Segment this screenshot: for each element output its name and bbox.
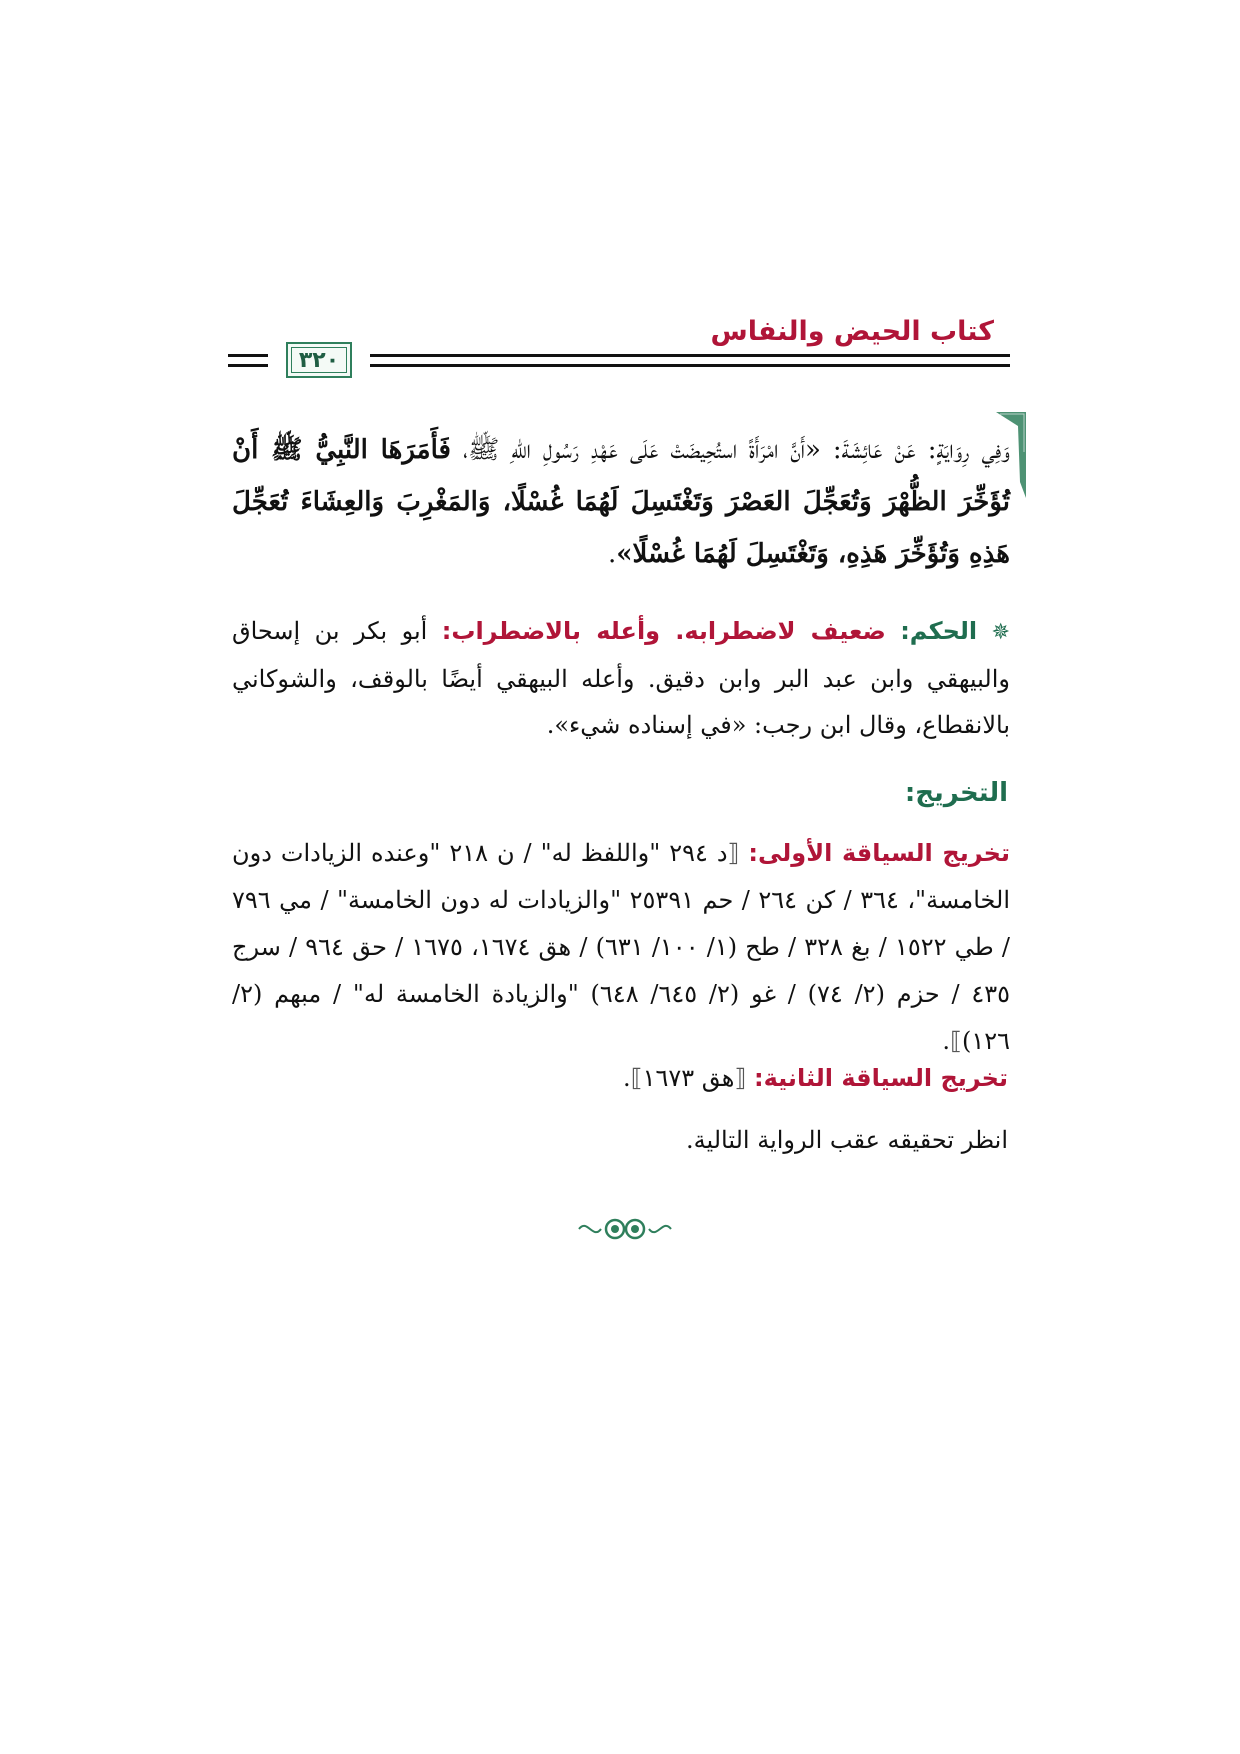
takhrij-second-label: تخريج السياقة الثانية: (753, 1064, 1008, 1092)
book-title: كتاب الحيض والنفاس (710, 316, 994, 347)
header-rule (370, 364, 1010, 367)
close-bracket-icon: ⟧ (950, 1027, 962, 1055)
hadith-end: . (608, 539, 617, 569)
takhrij-heading: التخريج: (904, 778, 1008, 808)
takhrij-second-text: هق ١٦٧٣ (642, 1064, 735, 1092)
page-number: ٣٢٠ (298, 347, 340, 373)
page-number-badge (286, 342, 352, 378)
takhrij-second: تخريج السياقة الثانية: ⟦هق ١٦٧٣⟧. (623, 1064, 1008, 1092)
open-bracket-icon: ⟦ (734, 1064, 747, 1092)
section-divider-icon (575, 1214, 675, 1244)
header-rule (370, 354, 1010, 357)
hadith-body: فَأَمَرَهَا النَّبِيُّ ﷺ أَنْ تُؤَخِّرَ الظُّهْرَ وَتُعَجِّلَ العَصْرَ وَتَغْتَسِلَ لَهُمَا غُسْلًا، وَالمَغْرِبَ وَالعِشَاءَ تُعَجِّلَ هَذِهِ وَتُؤَخِّرَ هَذِهِ، وَتَغْتَسِلَ لَهُمَا غُسْلًا» (232, 435, 1010, 569)
note-text: انظر تحقيقه عقب الرواية التالية. (686, 1126, 1008, 1154)
close-bracket-icon: ⟧ (630, 1064, 643, 1092)
header-rule (228, 354, 268, 357)
star-ornament-icon: ✵ (991, 620, 1010, 645)
ruling-text: أبو بكر بن إسحاق والبيهقي وابن عبد البر وابن دقيق. وأعله البيهقي أيضًا بالوقف، والشوكاني بالانقطاع، وقال ابن رجب: «في إسناده شيء». (232, 617, 1010, 739)
page-header (228, 308, 1010, 388)
open-bracket-icon: ⟦ (727, 839, 740, 867)
takhrij-first-text: د ٢٩٤ "واللفظ له" / ن ٢١٨ "وعنده الزيادات دون الخامسة"، ٣٦٤ / كن ٢٦٤ / حم ٢٥٣٩١ "والزيادات له دون الخامسة" / مي ٧٩٦ / طي ١٥٢٢ / بغ ٣٢٨ / طح (١/ ١٠٠/ ٦٣١) / هق ١٦٧٤، ١٦٧٥ / حق ٩٦٤ / سرج ٤٣٥ / حزم (٢/ ٧٤) / غو (٢/ ٦٤٥/ ٦٤٨) "والزيادة الخامسة له" / مبهم (٢/ ١٢٦) (232, 839, 1011, 1055)
header-rule (228, 364, 268, 367)
ruling-verdict: ضعيف لاضطرابه. وأعله بالاضطراب: (441, 617, 886, 645)
takhrij-first-label: تخريج السياقة الأولى: (748, 839, 1010, 867)
ruling-label: الحكم: (900, 617, 978, 645)
takhrij-first: تخريج السياقة الأولى: ⟦د ٢٩٤ "واللفظ له" / ن ٢١٨ "وعنده الزيادات دون الخامسة"، ٣٦٤ / كن ٢٦٤ / حم ٢٥٣٩١ "والزيادات له دون الخامسة" / مي ٧٩٦ / طي ١٥٢٢ / بغ ٣٢٨ / طح (١/ ١٠٠/ ٦٣١) / هق ١٦٧٤، ١٦٧٥ / حق ٩٦٤ / سرج ٤٣٥ / حزم (٢/ ٧٤) / غو (٢/ ٦٤٥/ ٦٤٨) "والزيادة الخامسة له" / مبهم (٢/ ١٢٦)⟧. (232, 839, 1011, 1055)
ruling-paragraph (232, 608, 1010, 748)
hadith-intro: وَفِي رِوَايَةٍ: عَنْ عَائِشَةَ: «أَنَّ امْرَأَةً استُحِيضَتْ عَلَى عَهْدِ رَسُولِ اللهِ ﷺ، (450, 435, 1010, 465)
hadith-text (232, 424, 1010, 580)
